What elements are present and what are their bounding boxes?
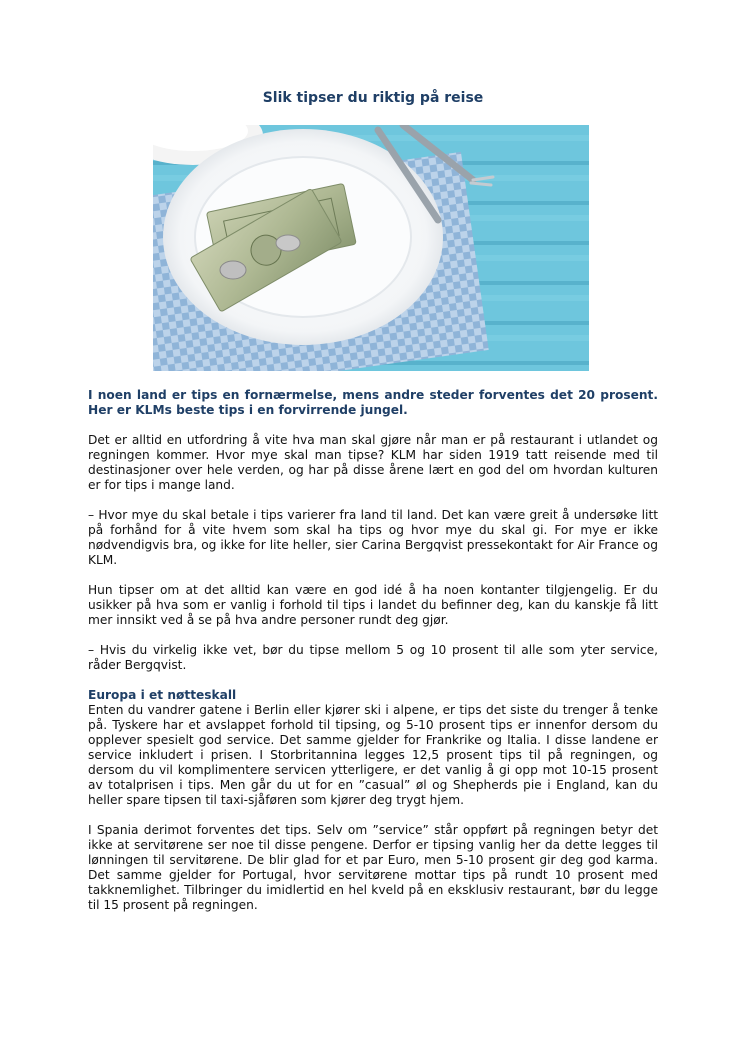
body-paragraph: Det er alltid en utfordring å vite hva man skal gjøre når man er på restaurant i utlandet og regningen kommer. Hvor mye skal man tipse? KLM har siden 1919 tatt reisende med til destinasjoner over hele verden, og har på disse årene lært en god del om hvordan kulturen er for tips i mange land. [88, 433, 658, 492]
body-paragraph: Hun tipser om at det alltid kan være en god idé å ha noen kontanter tilgjengelig. Er du usikker på hva som er vanlig i forhold til tips i landet du befinner deg, kan du kanskje få litt mer innsikt ved å se på hva andre personer rundt deg gjør. [88, 583, 658, 627]
money-on-plate-image [153, 125, 589, 371]
article-body [88, 388, 658, 928]
lead-paragraph: I noen land er tips en fornærmelse, mens andre steder forventes det 20 prosent. Her er KLMs beste tips i en forvirrende jungel. [88, 388, 658, 417]
body-paragraph: – Hvor mye du skal betale i tips varierer fra land til land. Det kan være greit å undersøke litt på forhånd for å vite hvem som skal ha tips og hvor mye du skal gi. For mye er ikke nødvendigvis bra, og ikke for lite heller, sier Carina Bergqvist pressekontakt for Air France og KLM. [88, 508, 658, 567]
body-paragraph: I Spania derimot forventes det tips. Selv om ”service” står oppført på regningen betyr det ikke at servitørene ser noe til disse pengene. Derfor er tipsing vanlig her da dette legges til lønningen til servitørene. De blir glad for et par Euro, men 5-10 prosent gir deg god karma. Det samme gjelder for Portugal, hvor servitørene mottar tips på rundt 10 prosent med takknemlighet. Tilbringer du imidlertid en hel kveld på en eksklusiv restaurant, bør du legge til 15 prosent på regningen. [88, 823, 658, 912]
page-title: Slik tipser du riktig på reise [262, 90, 484, 106]
body-paragraph: Enten du vandrer gatene i Berlin eller kjører ski i alpene, er tips det siste du trenger å tenke på. Tyskere har et avslappet forhold til tipsing, og 5-10 prosent tips er innenfor dersom du opplever spesielt god service. Det samme gjelder for Frankrike og Italia. I disse landene er service inkludert i prisen. I Storbritannina legges 12,5 prosent tips til på regningen, og dersom du vil komplimentere servicen ytterligere, er det vanlig å gi opp mot 10-15 prosent av totalprisen i tips. Men går du ut for en ”casual” øl og Shepherds pie i England, kan du heller spare tipsen til taxi-sjåføren som kjører deg trygt hjem. [88, 703, 658, 807]
body-paragraph: – Hvis du virkelig ikke vet, bør du tipse mellom 5 og 10 prosent til alle som yter service, råder Bergqvist. [88, 643, 658, 672]
section-heading: Europa i et nøtteskall [88, 688, 237, 702]
hero-photo [153, 125, 589, 371]
